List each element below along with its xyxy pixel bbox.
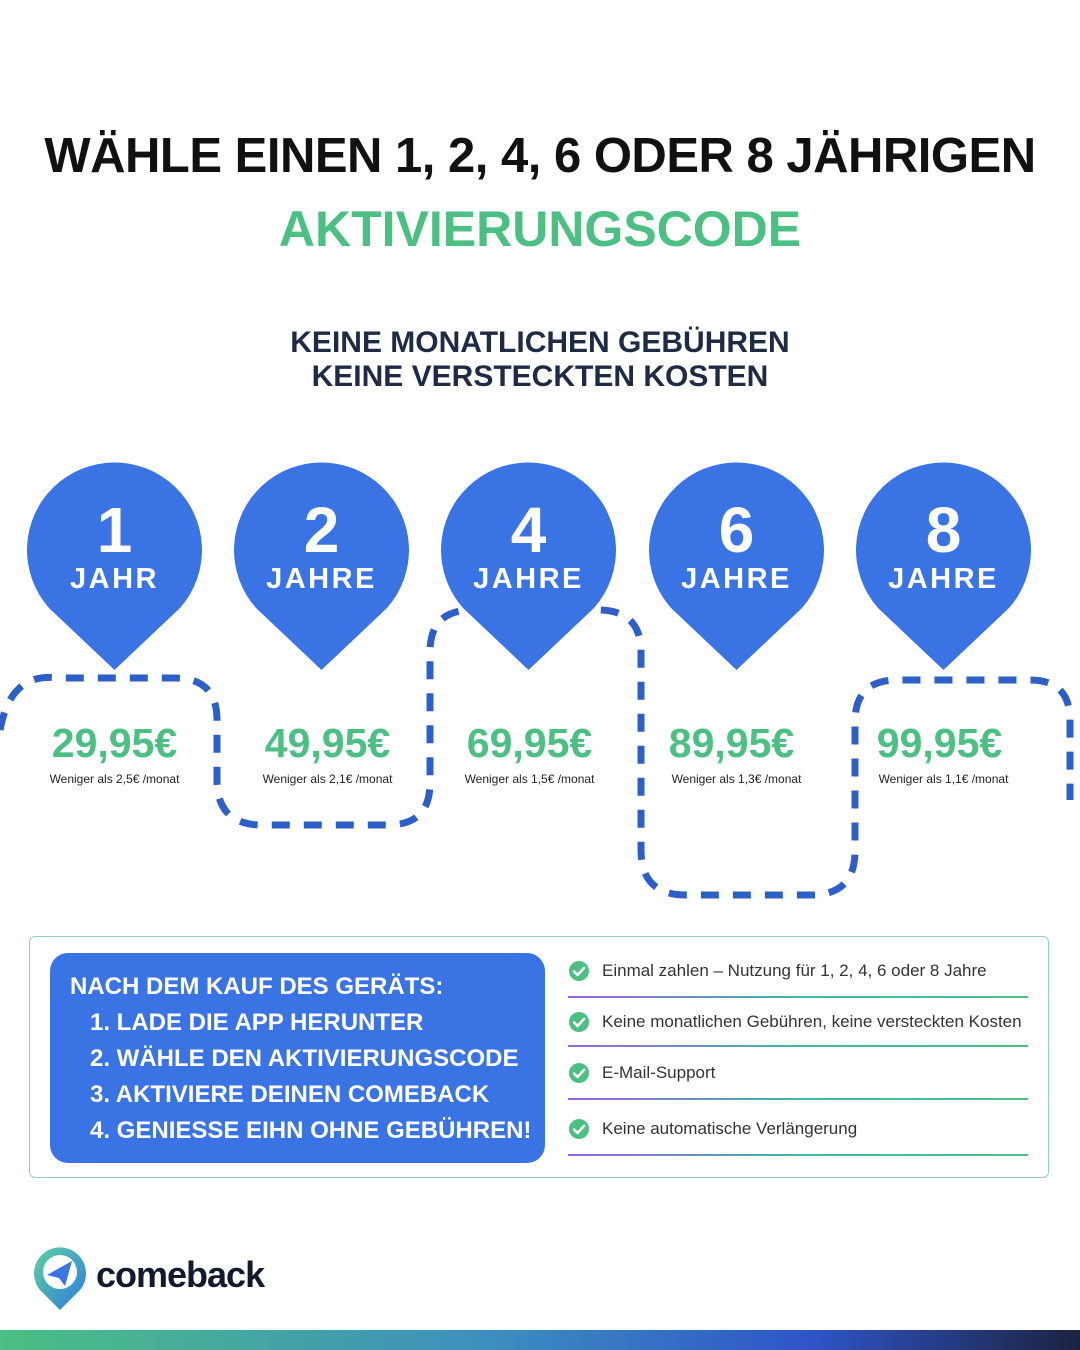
plan-pin-4[interactable] xyxy=(441,462,616,672)
paper-plane-icon xyxy=(30,1244,90,1314)
brand-name: comeback xyxy=(96,1254,265,1295)
brand-logo xyxy=(30,1244,265,1314)
feature-text: E-Mail-Support xyxy=(602,1063,716,1082)
plan-unit: JAHRE xyxy=(681,563,792,595)
steps-heading: NACH DEM KAUF DES GERÄTS: xyxy=(70,973,444,1000)
plan-per-month: Weniger als 1,1€ /monat xyxy=(878,772,1009,786)
plan-per-month: Weniger als 1,5€ /monat xyxy=(464,772,595,786)
plan-price: 89,95€ xyxy=(668,720,795,766)
plan-unit: JAHRE xyxy=(266,563,377,595)
plan-pin-1[interactable] xyxy=(27,462,202,672)
page-subtitle: AKTIVIERUNGSCODE xyxy=(278,201,802,257)
check-circle-icon xyxy=(568,1062,590,1084)
step-item: 2. WÄHLE DEN AKTIVIERUNGSCODE xyxy=(90,1045,519,1072)
plan-unit: JAHRE xyxy=(473,563,584,595)
feature-text: Einmal zahlen – Nutzung für 1, 2, 4, 6 oder 8 Jahre xyxy=(602,961,987,980)
plan-pin-2[interactable] xyxy=(234,462,409,672)
plan-per-month: Weniger als 1,3€ /monat xyxy=(671,772,802,786)
plan-pin-6[interactable] xyxy=(649,462,824,672)
plan-price: 99,95€ xyxy=(876,720,1003,766)
feature-divider xyxy=(568,1154,1028,1156)
tagline-line: KEINE MONATLICHEN GEBÜHREN xyxy=(290,326,790,359)
step-item: 3. AKTIVIERE DEINEN COMEBACK xyxy=(90,1081,490,1108)
check-circle-icon xyxy=(568,1118,590,1140)
feature-text: Keine automatische Verlängerung xyxy=(602,1119,858,1138)
plan-price: 49,95€ xyxy=(264,720,391,766)
feature-item xyxy=(568,1011,1028,1063)
feature-divider xyxy=(568,1045,1028,1047)
plan-years: 1 xyxy=(96,494,133,566)
step-item: 4. GENIESSE EIHN OHNE GEBÜHREN! xyxy=(90,1117,532,1144)
feature-text: Keine monatlichen Gebühren, keine versteckten Kosten xyxy=(602,1012,1022,1031)
page-title: WÄHLE EINEN 1, 2, 4, 6 ODER 8 JÄHRIGEN xyxy=(44,129,1036,183)
feature-item xyxy=(568,1118,1028,1170)
step-item: 1. LADE DIE APP HERUNTER xyxy=(90,1009,424,1036)
plan-years: 4 xyxy=(510,494,547,566)
feature-item xyxy=(568,1062,1028,1114)
plan-years: 2 xyxy=(303,494,340,566)
feature-item xyxy=(568,960,1028,1012)
plan-unit: JAHRE xyxy=(888,563,999,595)
plan-unit: JAHR xyxy=(70,563,159,595)
plan-per-month: Weniger als 2,1€ /monat xyxy=(262,772,393,786)
tagline-line: KEINE VERSTECKTEN KOSTEN xyxy=(311,360,769,393)
feature-divider xyxy=(568,996,1028,998)
steps-panel xyxy=(50,953,545,1163)
plan-price: 69,95€ xyxy=(466,720,593,766)
bottom-gradient-bar xyxy=(0,1330,1080,1350)
plan-price: 29,95€ xyxy=(51,720,178,766)
feature-divider xyxy=(568,1098,1028,1100)
check-circle-icon xyxy=(568,960,590,982)
plan-years: 8 xyxy=(925,494,962,566)
check-circle-icon xyxy=(568,1011,590,1033)
plan-years: 6 xyxy=(718,494,755,566)
plan-pin-8[interactable] xyxy=(856,462,1031,672)
plan-per-month: Weniger als 2,5€ /monat xyxy=(49,772,180,786)
